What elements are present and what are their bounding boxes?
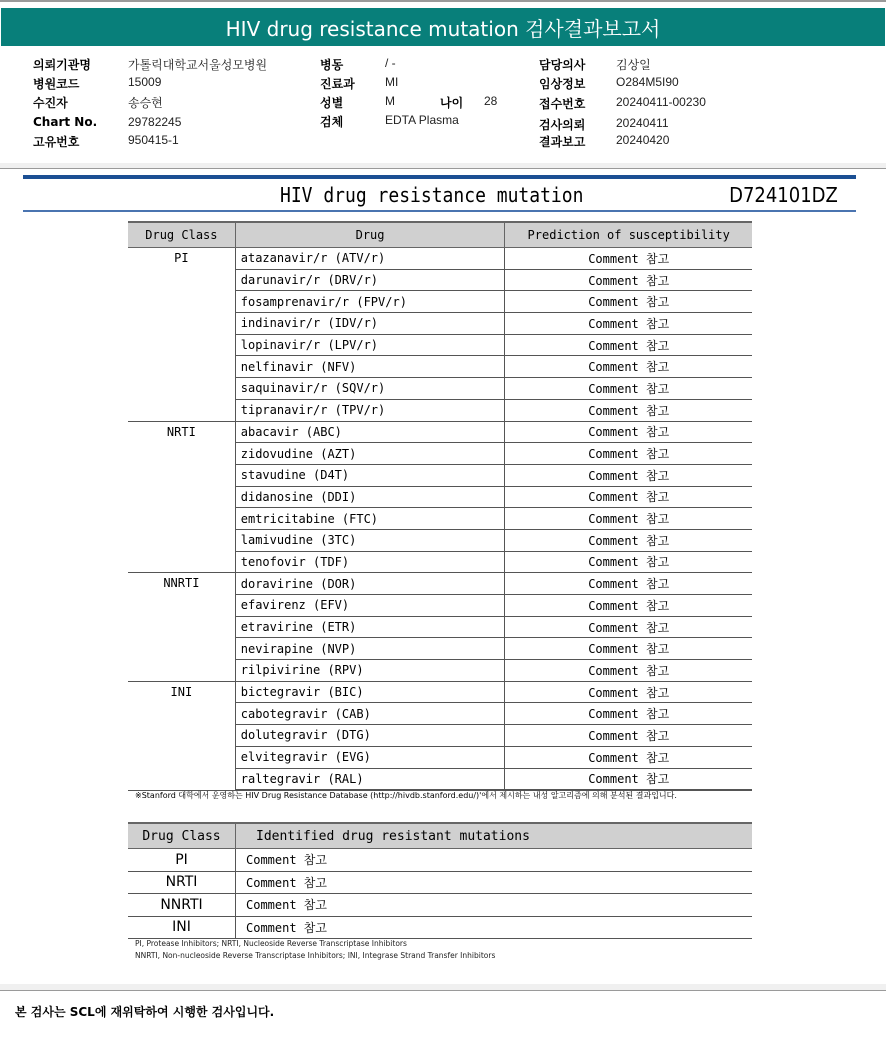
info-label: 병동 [320,58,344,72]
susceptibility-prediction: Comment 참고 [505,464,752,486]
mutation-value: Comment 참고 [236,871,753,894]
drug-class: PI [128,849,236,872]
susceptibility-prediction: Comment 참고 [505,443,752,465]
table-row [128,573,752,595]
top-border [0,0,886,2]
info-label: 수진자 [33,96,68,110]
info-label: 검체 [320,115,344,129]
susceptibility-prediction: Comment 참고 [505,616,752,638]
susceptibility-prediction: Comment 참고 [505,378,752,400]
banner-title: HIV drug resistance mutation 검사결과보고서 [225,16,661,41]
section-divider [0,984,886,991]
susceptibility-prediction: Comment 참고 [505,313,752,335]
susceptibility-prediction: Comment 참고 [505,529,752,551]
stanford-note: ※Stanford 대학에서 운영하는 HIV Drug Resistance Database (http://hivdb.stanford.edu/)'에서 제시하는 내성 알고리즘에 의해 분석된 결과입니다. [135,791,677,800]
column-header: Identified drug resistant mutations [236,823,753,849]
report-top-rule [23,175,856,179]
drug-class: NNRTI [128,894,236,917]
drug-name: etravirine (ETR) [235,616,505,638]
drug-name: nelfinavir (NFV) [235,356,505,378]
info-value: M [385,94,395,108]
drug-name: nevirapine (NVP) [235,638,505,660]
info-label: 담당의사 [539,58,586,72]
report-title: HIV drug resistance mutation [280,183,584,207]
table-row [128,421,752,443]
table-row [128,916,752,939]
drug-name: abacavir (ABC) [235,421,505,443]
info-label: 성별 [320,96,344,110]
susceptibility-prediction: Comment 참고 [505,725,752,747]
drug-name: fosamprenavir/r (FPV/r) [235,291,505,313]
info-value: / - [385,56,396,70]
mutations-table [128,822,752,939]
susceptibility-prediction: Comment 참고 [505,508,752,530]
info-label: 병원코드 [33,77,80,91]
info-value: 가톨릭대학교서울성모병원 [128,58,268,72]
info-value: MI [385,75,399,89]
susceptibility-prediction: Comment 참고 [505,486,752,508]
drug-name: efavirenz (EFV) [235,595,505,617]
drug-name: lopinavir/r (LPV/r) [235,334,505,356]
susceptibility-prediction: Comment 참고 [505,595,752,617]
susceptibility-prediction: Comment 참고 [505,551,752,573]
column-header: Drug Class [128,823,236,849]
drug-name: didanosine (DDI) [235,486,505,508]
drug-class: NRTI [128,871,236,894]
susceptibility-prediction: Comment 참고 [505,768,752,790]
info-label: 의뢰기관명 [33,58,91,72]
abbreviation-line: NNRTI, Non-nucleoside Reverse Transcriptase Inhibitors; INI, Integrase Strand Transfer Inhibitors [135,951,496,960]
info-value: 20240411-00230 [616,95,706,109]
footer-note: 본 검사는 SCL에 재위탁하여 시행한 검사입니다. [15,1005,275,1019]
drug-class: INI [128,916,236,939]
table-row [128,681,752,703]
drug-name: stavudine (D4T) [235,464,505,486]
drug-name: indinavir/r (IDV/r) [235,313,505,335]
drug-name: cabotegravir (CAB) [235,703,505,725]
abbreviations [135,938,495,962]
info-value: 29782245 [128,115,182,129]
report-code: D724101DZ [729,183,838,207]
table-row [128,894,752,917]
mutation-value: Comment 참고 [236,916,753,939]
drug-name: doravirine (DOR) [235,573,505,595]
table-header-row [128,823,752,849]
column-header: Drug Class [128,222,235,248]
drug-name: raltegravir (RAL) [235,768,505,790]
drug-name: saquinavir/r (SQV/r) [235,378,505,400]
susceptibility-prediction: Comment 참고 [505,269,752,291]
drug-class: NNRTI [128,573,235,681]
abbreviation-line: PI, Protease Inhibitors; NRTI, Nucleoside Reverse Transcriptase Inhibitors [135,939,407,948]
drug-name: darunavir/r (DRV/r) [235,269,505,291]
drug-name: atazanavir/r (ATV/r) [235,248,505,270]
info-value: 20240420 [616,133,670,147]
info-value: EDTA Plasma [385,113,459,127]
info-value: 송승현 [128,96,163,110]
susceptibility-prediction: Comment 참고 [505,746,752,768]
drug-name: lamivudine (3TC) [235,529,505,551]
susceptibility-prediction: Comment 참고 [505,703,752,725]
susceptibility-prediction: Comment 참고 [505,638,752,660]
susceptibility-prediction: Comment 참고 [505,399,752,421]
age-label: 나이 [440,96,464,110]
drug-name: emtricitabine (FTC) [235,508,505,530]
info-value: 15009 [128,75,162,89]
table-row [128,248,752,270]
info-label: 진료과 [320,77,355,91]
info-value: 김상일 [616,58,651,72]
drug-name: tenofovir (TDF) [235,551,505,573]
drug-name: dolutegravir (DTG) [235,725,505,747]
susceptibility-table [128,221,752,791]
table-row [128,849,752,872]
info-label: 결과보고 [539,135,586,149]
info-label: 임상정보 [539,77,586,91]
drug-name: elvitegravir (EVG) [235,746,505,768]
drug-name: bictegravir (BIC) [235,681,505,703]
susceptibility-prediction: Comment 참고 [505,421,752,443]
info-value: O284M5I90 [616,75,679,89]
susceptibility-prediction: Comment 참고 [505,356,752,378]
age-value: 28 [484,94,498,108]
drug-name: rilpivirine (RPV) [235,660,505,682]
report-title-rule [23,210,856,212]
susceptibility-prediction: Comment 참고 [505,660,752,682]
info-label: 검사의뢰 [539,118,586,132]
info-label: 접수번호 [539,97,586,111]
drug-class: PI [128,248,235,422]
drug-class: NRTI [128,421,235,573]
table-header-row [128,222,752,248]
drug-name: zidovudine (AZT) [235,443,505,465]
report-banner [1,8,885,46]
susceptibility-prediction: Comment 참고 [505,291,752,313]
drug-class: INI [128,681,235,790]
susceptibility-prediction: Comment 참고 [505,681,752,703]
mutation-value: Comment 참고 [236,849,753,872]
section-divider [0,163,886,169]
column-header: Prediction of susceptibility [505,222,752,248]
susceptibility-prediction: Comment 참고 [505,334,752,356]
info-label: 고유번호 [33,135,80,149]
info-value: 950415-1 [128,133,179,147]
column-header: Drug [235,222,505,248]
info-label: Chart No. [33,115,98,129]
drug-name: tipranavir/r (TPV/r) [235,399,505,421]
info-value: 20240411 [616,116,669,130]
table-row [128,871,752,894]
susceptibility-prediction: Comment 참고 [505,573,752,595]
mutation-value: Comment 참고 [236,894,753,917]
susceptibility-prediction: Comment 참고 [505,248,752,270]
